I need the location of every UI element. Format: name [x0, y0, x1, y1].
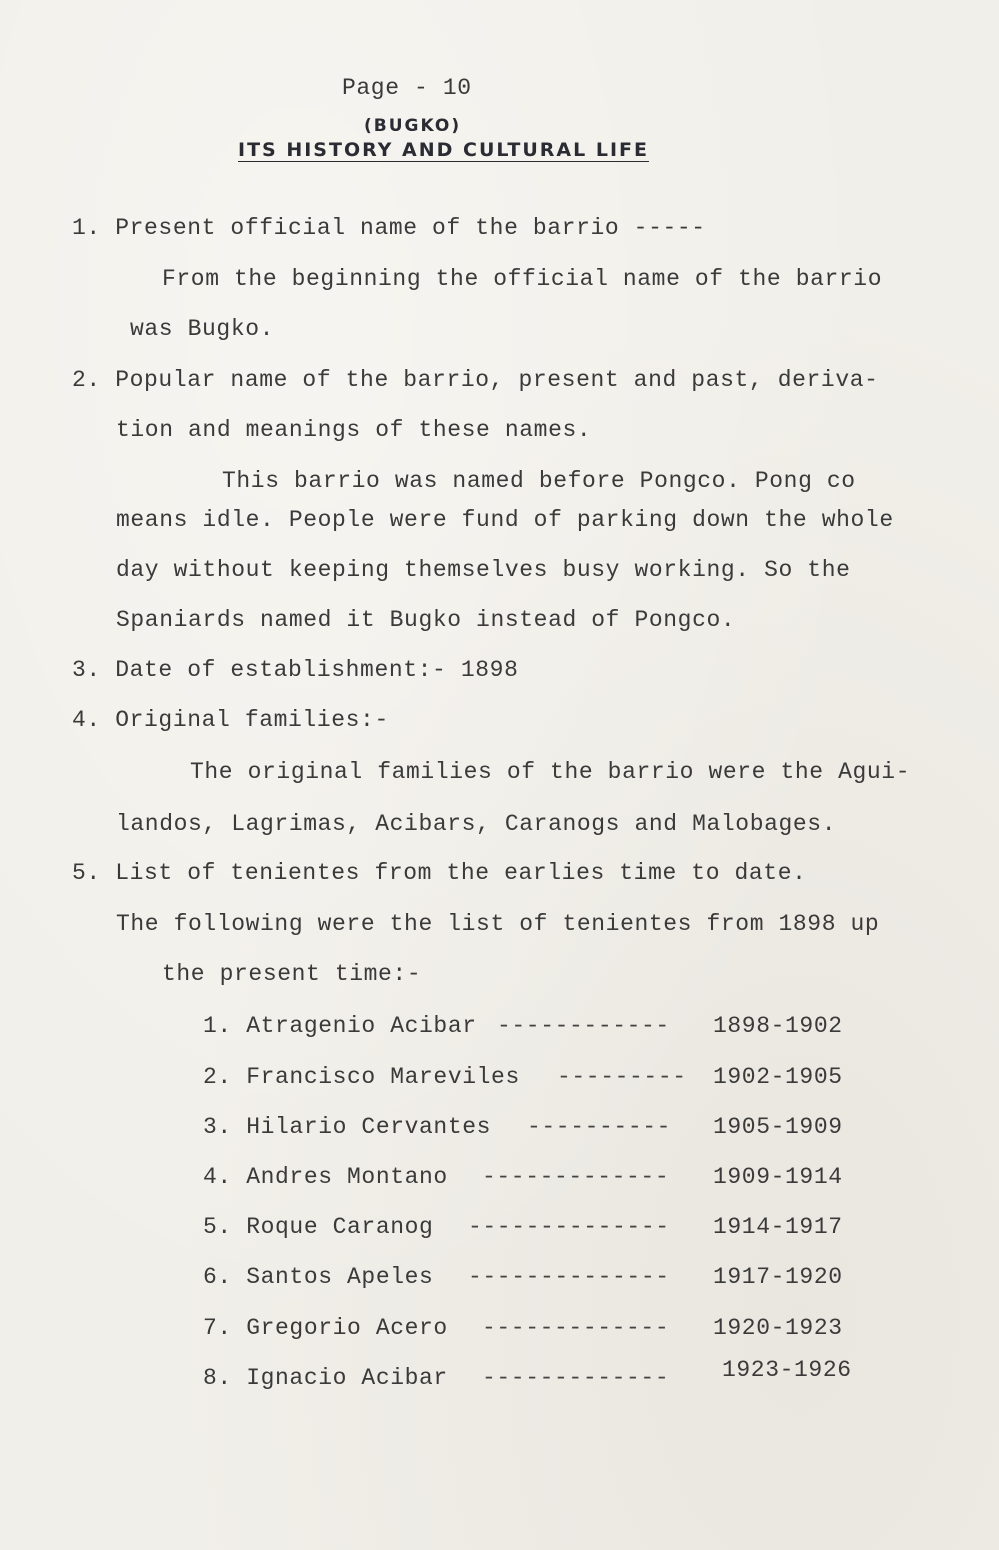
section-4-line: landos, Lagrimas, Acibars, Caranogs and Malobages. [116, 811, 837, 837]
section-1-line: was Bugko. [130, 316, 275, 342]
leader-dashes: --------- [557, 1064, 687, 1090]
teniente-name: 2. Francisco Mareviles [203, 1064, 520, 1090]
leader-dashes: -------------- [468, 1214, 670, 1240]
barrio-subtitle: (BUGKO) [364, 116, 462, 136]
section-3-heading: 3. Date of establishment:- 1898 [72, 657, 519, 683]
term-years: 1909-1914 [713, 1164, 843, 1190]
section-5-line: the present time:- [162, 961, 422, 987]
page-title: ITS HISTORY AND CULTURAL LIFE [238, 139, 649, 161]
term-years: 1914-1917 [713, 1214, 843, 1240]
term-years: 1905-1909 [713, 1114, 843, 1140]
leader-dashes: ------------- [482, 1164, 670, 1190]
section-2-heading: tion and meanings of these names. [116, 417, 592, 443]
teniente-name: 4. Andres Montano [203, 1164, 448, 1190]
term-years: 1917-1920 [713, 1264, 843, 1290]
teniente-name: 8. Ignacio Acibar [203, 1365, 448, 1391]
section-2-line: This barrio was named before Pongco. Pong co [222, 468, 856, 494]
section-2-line: Spaniards named it Bugko instead of Pongco. [116, 607, 736, 633]
section-1-line: From the beginning the official name of the barrio [162, 266, 883, 292]
teniente-name: 7. Gregorio Acero [203, 1315, 448, 1341]
term-years: 1923-1926 [722, 1357, 852, 1383]
section-1-heading: 1. Present official name of the barrio ----- [72, 215, 706, 241]
teniente-name: 5. Roque Caranog [203, 1214, 434, 1240]
leader-dashes: ------------- [482, 1365, 670, 1391]
section-2-heading: 2. Popular name of the barrio, present and past, deriva- [72, 367, 879, 393]
term-years: 1898-1902 [713, 1013, 843, 1039]
section-5-heading: 5. List of tenientes from the earlies time to date. [72, 860, 807, 886]
term-years: 1902-1905 [713, 1064, 843, 1090]
term-years: 1920-1923 [713, 1315, 843, 1341]
section-2-line: means idle. People were fund of parking down the whole [116, 507, 894, 533]
section-2-line: day without keeping themselves busy working. So the [116, 557, 851, 583]
section-4-heading: 4. Original families:- [72, 707, 389, 733]
section-5-line: The following were the list of tenientes from 1898 up [116, 911, 880, 937]
leader-dashes: -------------- [468, 1264, 670, 1290]
teniente-name: 1. Atragenio Acibar [203, 1013, 477, 1039]
page-number: Page - 10 [342, 75, 472, 101]
teniente-name: 3. Hilario Cervantes [203, 1114, 492, 1140]
leader-dashes: ------------- [482, 1315, 670, 1341]
section-4-line: The original families of the barrio were the Agui- [190, 759, 911, 785]
leader-dashes: ---------- [527, 1114, 672, 1140]
teniente-name: 6. Santos Apeles [203, 1264, 434, 1290]
leader-dashes: ------------ [497, 1013, 670, 1039]
